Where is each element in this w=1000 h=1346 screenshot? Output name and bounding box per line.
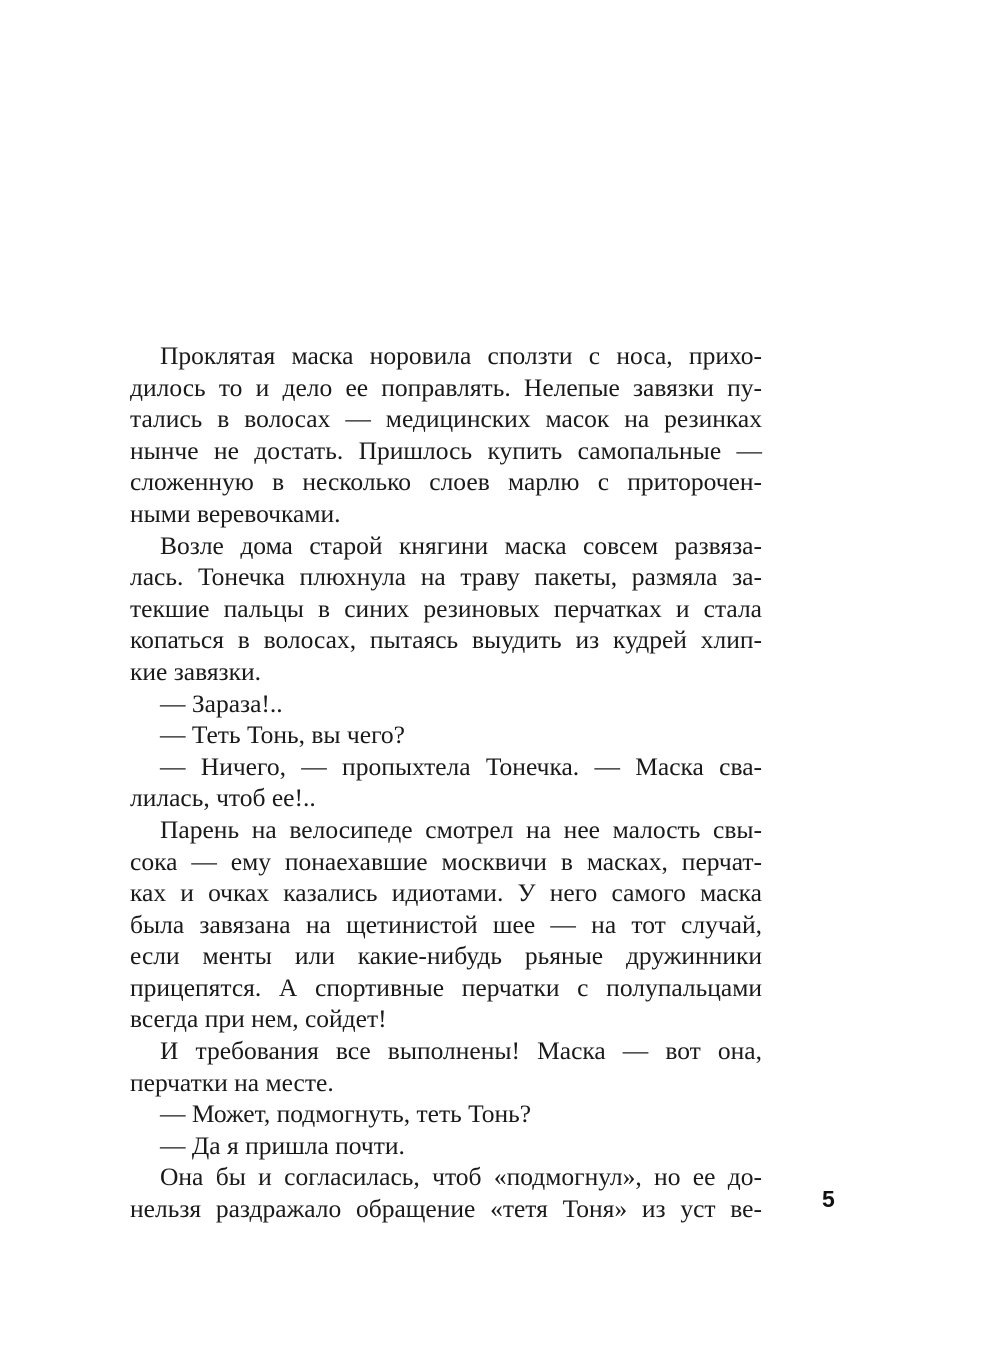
text-line: текшие пальцы в синих резиновых перчатках и стала xyxy=(130,593,762,623)
text-line: — Может, подмогнуть, теть Тонь? xyxy=(160,1099,532,1129)
text-line: лилась, чтоб ее!.. xyxy=(130,783,316,813)
text-line: сока — ему понаехавшие москвичи в масках, перчат- xyxy=(130,846,762,876)
text-line: перчатки на месте. xyxy=(130,1067,334,1097)
paragraph xyxy=(130,814,762,1035)
paragraph xyxy=(130,1130,762,1162)
paragraph xyxy=(130,1035,762,1098)
text-line: если менты или какие-нибудь рьяные дружинники xyxy=(130,941,762,971)
paragraph xyxy=(130,530,762,688)
text-line: — Ничего, — пропыхтела Тонечка. — Маска сва- xyxy=(160,751,762,781)
text-line: нельзя раздражало обращение «тетя Тоня» из уст ве- xyxy=(130,1194,762,1224)
text-line: сложенную в несколько слоев марлю с приторочен- xyxy=(130,467,762,497)
text-line: Возле дома старой княгини маска совсем развяза- xyxy=(160,530,762,560)
text-line: — Теть Тонь, вы чего? xyxy=(160,720,405,750)
text-line: ными веревочками. xyxy=(130,498,341,528)
text-line: кие завязки. xyxy=(130,656,262,686)
paragraph xyxy=(130,688,762,720)
text-line: была завязана на щетинистой шее — на тот случай, xyxy=(130,909,762,939)
text-line: нынче не достать. Пришлось купить самопальные — xyxy=(130,435,762,465)
text-line: копаться в волосах, пытаясь выудить из кудрей хлип- xyxy=(130,625,762,655)
text-line: Она бы и согласилась, чтоб «подмогнул», но ее до- xyxy=(160,1162,762,1192)
text-line: Парень на велосипеде смотрел на нее малость свы- xyxy=(160,814,762,844)
text-line: Проклятая маска норовила сползти с носа, прихо- xyxy=(160,341,762,370)
text-line: И требования все выполнены! Маска — вот она, xyxy=(160,1036,762,1066)
text-line: дилось то и дело ее поправлять. Нелепые завязки пу- xyxy=(130,372,762,402)
text-line: — Да я пришла почти. xyxy=(160,1130,405,1160)
text-line: ках и очках казались идиотами. У него самого маска xyxy=(130,878,762,908)
text-line: лась. Тонечка плюхнула на траву пакеты, размяла за- xyxy=(130,562,762,592)
page-number: 5 xyxy=(822,1186,835,1212)
paragraph xyxy=(130,719,762,751)
paragraph xyxy=(130,751,762,814)
text-line: всегда при нем, сойдет! xyxy=(130,1004,387,1034)
paragraph xyxy=(130,340,762,530)
text-line: тались в волосах — медицинских масок на резинках xyxy=(130,404,762,434)
body-text xyxy=(130,340,762,1225)
paragraph xyxy=(130,1098,762,1130)
paragraph xyxy=(130,1161,762,1224)
text-line: прицепятся. А спортивные перчатки с полупальцами xyxy=(130,972,762,1002)
text-line: — Зараза!.. xyxy=(160,688,283,718)
